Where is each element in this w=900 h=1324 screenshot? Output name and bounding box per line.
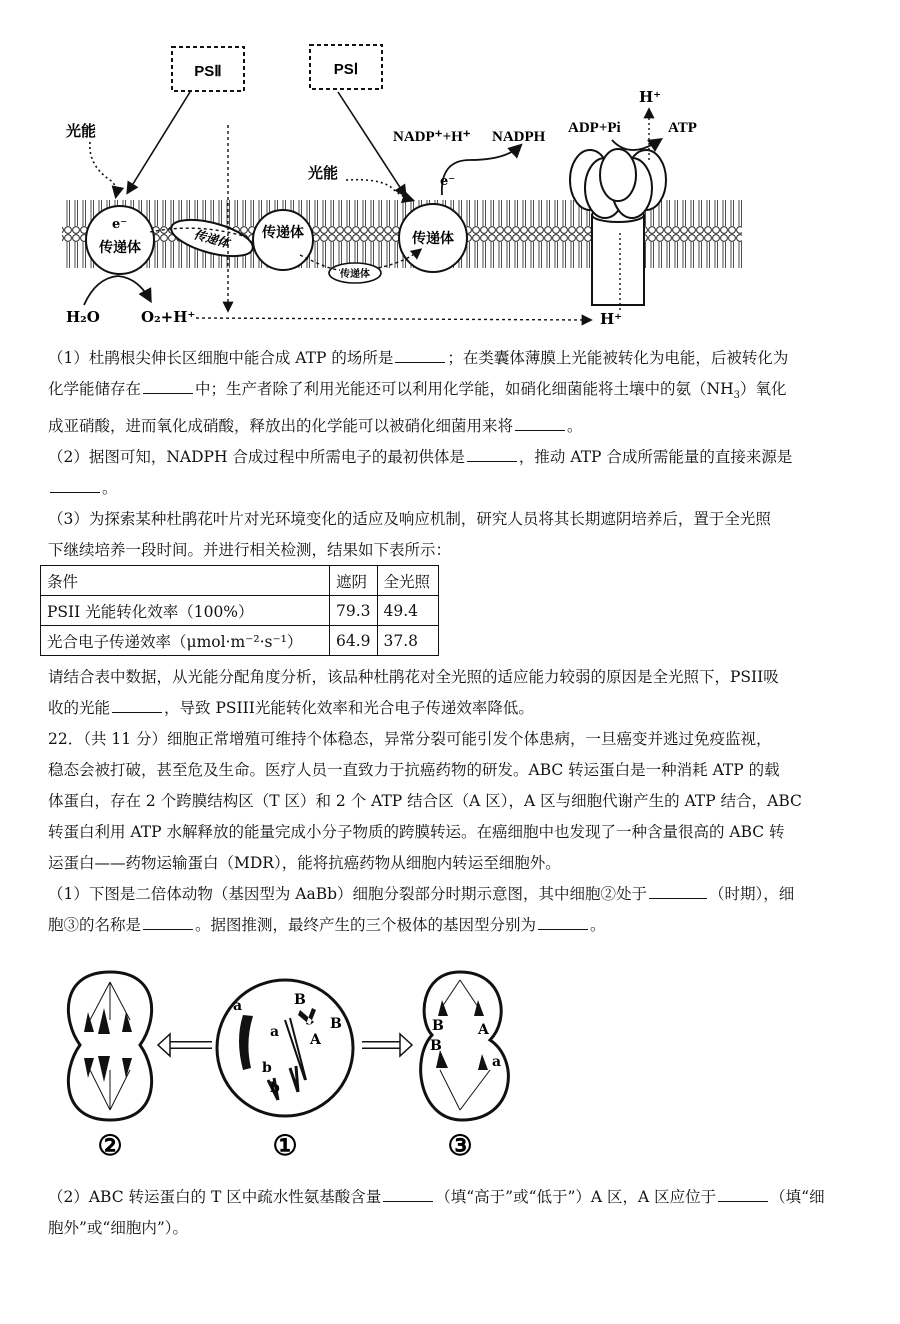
hplus-right: H⁺ bbox=[600, 310, 623, 328]
ps1-label: PSⅠ bbox=[333, 61, 359, 78]
svg-text:B: B bbox=[432, 1018, 444, 1034]
svg-text:B: B bbox=[294, 992, 306, 1008]
blank[interactable] bbox=[50, 474, 100, 493]
svg-text:A: A bbox=[478, 1022, 489, 1038]
q21-part1: （1）杜鹃根尖伸长区细胞中能合成 ATP 的场所是 ；在类囊体薄膜上光能被转化为电能，后被转化为 化学能储存在 中；生产者除了利用光能还可以利用化学能，如硝化细菌能将土壤中的氨$(NH_3)$氧化 成亚硝酸，进而氧化成硝酸，释放出的化学能可以被硝化细菌用来将 。 （2）据图可知，NADPH 合成过程中所需电子的最初供体是 ，推动 ATP 合成所需能量的直接来源是 。 （3）为探索某种杜鹃花叶片对光环境变化的适应及响应机制，研究人员将其长期遮阴培养后，置于全光照 下继续培养一段时间。并进行相关检测，结果如下表所示： bbox=[48, 343, 868, 566]
cell-division-figure bbox=[0, 960, 900, 1170]
svg-text:a: a bbox=[233, 998, 243, 1014]
svg-text:e⁻: e⁻ bbox=[440, 174, 456, 189]
svg-text:a: a bbox=[492, 1054, 502, 1070]
svg-text:b: b bbox=[262, 1060, 272, 1076]
ps2-label: PSⅡ bbox=[194, 63, 222, 80]
svg-text:e⁻: e⁻ bbox=[112, 217, 128, 232]
nadph-label: NADPH bbox=[492, 129, 546, 145]
hplus-top: H⁺ bbox=[639, 88, 662, 106]
cell-2 bbox=[68, 972, 151, 1120]
light-label-2: 光能 bbox=[308, 164, 339, 182]
cell-3-label: ③ bbox=[447, 1129, 473, 1162]
adp-label: ADP+Pi bbox=[568, 120, 621, 136]
svg-text:A: A bbox=[310, 1032, 321, 1048]
carrier-1-label: 传递体 bbox=[99, 240, 141, 256]
carrier-2-label: 传递体 bbox=[192, 227, 231, 251]
q22-part2: （2）ABC 转运蛋白的 T 区中疏水性氨基酸含量 （填“高于”或“低于”）A 区，A 区应位于 （填“细 胞外”或“细胞内”）。 bbox=[48, 1182, 868, 1244]
blank[interactable] bbox=[515, 412, 565, 431]
blank[interactable] bbox=[538, 911, 588, 930]
blank[interactable] bbox=[143, 375, 193, 394]
svg-text:b: b bbox=[270, 1080, 280, 1096]
cell-1-label: ① bbox=[272, 1129, 298, 1162]
svg-text:a: a bbox=[270, 1024, 280, 1040]
nadp-label: NADP⁺+H⁺ bbox=[393, 129, 471, 145]
atp-label: ATP bbox=[668, 120, 697, 136]
table-row: PSII 光能转化效率（100%） 79.3 49.4 bbox=[41, 596, 439, 626]
o2-label: O₂+H⁺ bbox=[141, 308, 196, 326]
cell-2-label: ② bbox=[97, 1129, 123, 1162]
carrier-4-label: 传递体 bbox=[340, 269, 370, 280]
blank[interactable] bbox=[395, 344, 445, 363]
carrier-5-label: 传递体 bbox=[412, 231, 454, 247]
blank[interactable] bbox=[112, 694, 162, 713]
carrier-3-label: 传递体 bbox=[262, 225, 304, 241]
blank[interactable] bbox=[383, 1183, 433, 1202]
svg-text:B: B bbox=[330, 1016, 342, 1032]
blank[interactable] bbox=[143, 911, 193, 930]
table-header: 条件 遮阴 全光照 bbox=[41, 566, 439, 596]
blank[interactable] bbox=[649, 880, 707, 899]
table-row: 光合电子传递效率（μmol·m⁻²·s⁻¹） 64.9 37.8 bbox=[41, 626, 439, 656]
blank[interactable] bbox=[467, 443, 517, 462]
q22-intro: 22．（共 11 分）细胞正常增殖可维持个体稳态，异常分裂可能引发个体患病，一旦癌变并逃过免疫监视， 稳态会被打破，甚至危及生命。医疗人员一直致力于抗癌药物的研发。ABC 转运蛋白是一种消耗 ATP 的载 体蛋白，存在 2 个跨膜结构区（T 区）和 2 个 ATP 结合区（A 区），A 区与细胞代谢产生的 ATP 结合，ABC 转蛋白利用 ATP 水解释放的能量完成小分子物质的跨膜转运。在癌细胞中也发现了一种含量很高的 ABC 转 运蛋白——药物运输蛋白（MDR），能将抗癌药物从细胞内转运至细胞外。 （1）下图是二倍体动物（基因型为 AaBb）细胞分裂部分时期示意图，其中细胞②处于 （时期），细 胞③的名称是 。据图推测，最终产生的三个极体的基因型分别为 。 bbox=[48, 730, 802, 934]
h2o-label: H₂O bbox=[66, 308, 100, 326]
svg-text:B: B bbox=[430, 1038, 442, 1054]
results-table bbox=[40, 565, 439, 656]
q21-part3: 请结合表中数据，从光能分配角度分析，该品种杜鹃花对全光照的适应能力较弱的原因是全光照下，PSII吸 收的光能 ，导致 PSIII光能转化效率和光合电子传递效率降低。 bbox=[48, 668, 779, 717]
blank[interactable] bbox=[718, 1183, 768, 1202]
light-label-1: 光能 bbox=[66, 122, 97, 140]
thylakoid-figure bbox=[0, 0, 900, 340]
